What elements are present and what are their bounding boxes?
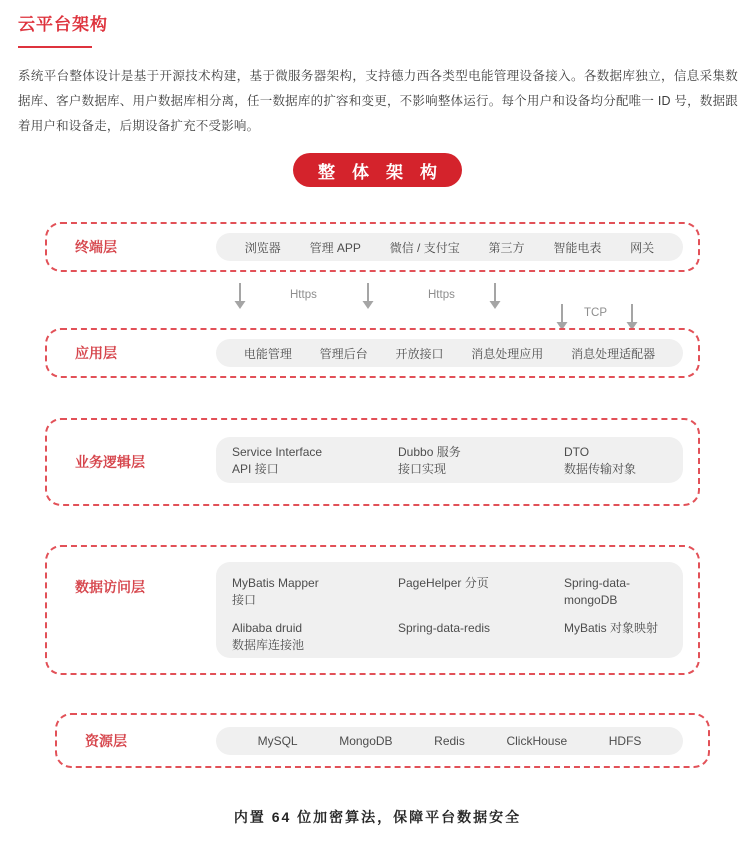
layer-item: Redis (434, 733, 465, 748)
cell-line: PageHelper 分页 (398, 576, 489, 590)
cell-line: 接口 (232, 593, 257, 607)
tcp-label: TCP (584, 307, 607, 319)
cell-line: 接口实现 (398, 462, 447, 476)
layer-box-data-access (45, 545, 700, 675)
layer-box-business-logic (45, 418, 700, 506)
layer-items-pill (216, 727, 683, 755)
layer-item: 网关 (630, 240, 655, 255)
cell-line: Service Interface (232, 445, 323, 459)
layer-label: 数据访问层 (75, 579, 145, 595)
layer-label: 应用层 (75, 345, 117, 361)
layer-items-row (216, 727, 683, 755)
cell-line: DTO (564, 445, 590, 459)
layer-cell (232, 620, 398, 654)
layer-cell (564, 620, 683, 654)
down-arrow-icon (625, 304, 639, 330)
layer-cell (232, 575, 398, 609)
cell-line: Spring-data-mongoDB (564, 576, 631, 607)
layer-box-terminal (45, 222, 700, 272)
cell-line: MyBatis 对象映射 (564, 621, 659, 635)
layer-item: 管理后台 (319, 346, 368, 361)
layer-item: 消息处理应用 (471, 346, 544, 361)
layer-cell (398, 444, 564, 483)
page-title: 云平台架构 (18, 15, 108, 34)
layer-items-pill (216, 339, 683, 367)
overall-architecture-banner: 整体架构 (293, 153, 462, 187)
https-label: Https (428, 289, 455, 301)
title-underline (18, 46, 92, 48)
layer-cell (398, 575, 564, 609)
layer-label: 业务逻辑层 (75, 454, 145, 470)
cell-line: 数据库连接池 (232, 638, 305, 652)
layer-item: 开放接口 (395, 346, 444, 361)
layer-item: 消息处理适配器 (571, 346, 656, 361)
down-arrow-icon (488, 283, 502, 309)
layer-item: MySQL (257, 733, 298, 748)
layer-box-resource (55, 713, 710, 768)
down-arrow-icon (555, 304, 569, 330)
cell-line: Spring-data-redis (398, 621, 491, 635)
layer-label: 资源层 (85, 732, 127, 749)
layer-cell (398, 620, 564, 654)
intro-paragraph: 系统平台整体设计是基于开源技术构建，基于微服务器架构，支持德力西各类型电能管理设备接入。各数据库独立，信息采集数据库、客户数据库、用户数据库相分离，任一数据库的扩容和变更，不影响整体运行。每个用户和设备均分配唯一 ID 号，数据跟着用户和设备走，后期设备扩充不受影响。 (18, 69, 738, 133)
layer-item: 第三方 (488, 240, 525, 255)
https-label: Https (290, 289, 317, 301)
layer-box-application (45, 328, 700, 378)
cell-line: 数据传输对象 (564, 462, 637, 476)
cell-line: MyBatis Mapper (232, 576, 319, 590)
layer-cell (232, 444, 398, 483)
cell-line: API 接口 (232, 462, 279, 476)
layer-items-pill (216, 562, 683, 658)
layer-item: 智能电表 (553, 240, 602, 255)
cell-line: Dubbo 服务 (398, 445, 461, 459)
layer-item: 管理 APP (309, 240, 361, 255)
layer-item: 微信 / 支付宝 (389, 240, 460, 255)
footer-note: 内置 64 位加密算法，保障平台数据安全 (233, 809, 522, 825)
layer-label: 终端层 (75, 239, 117, 255)
layer-items-row (216, 339, 683, 367)
cell-line: Alibaba druid (232, 621, 303, 635)
layer-items-pill (216, 437, 683, 483)
layer-item: 电能管理 (243, 346, 292, 361)
layer-item: 浏览器 (244, 240, 281, 255)
layer-item: ClickHouse (506, 733, 568, 748)
layer-item: HDFS (608, 733, 642, 748)
down-arrow-icon (233, 283, 247, 309)
layer-item: MongoDB (339, 733, 393, 748)
down-arrow-icon (361, 283, 375, 309)
layer-items-pill (216, 233, 683, 261)
layer-cell (564, 575, 683, 609)
layer-items-row (216, 233, 683, 261)
layer-cell (564, 444, 683, 483)
